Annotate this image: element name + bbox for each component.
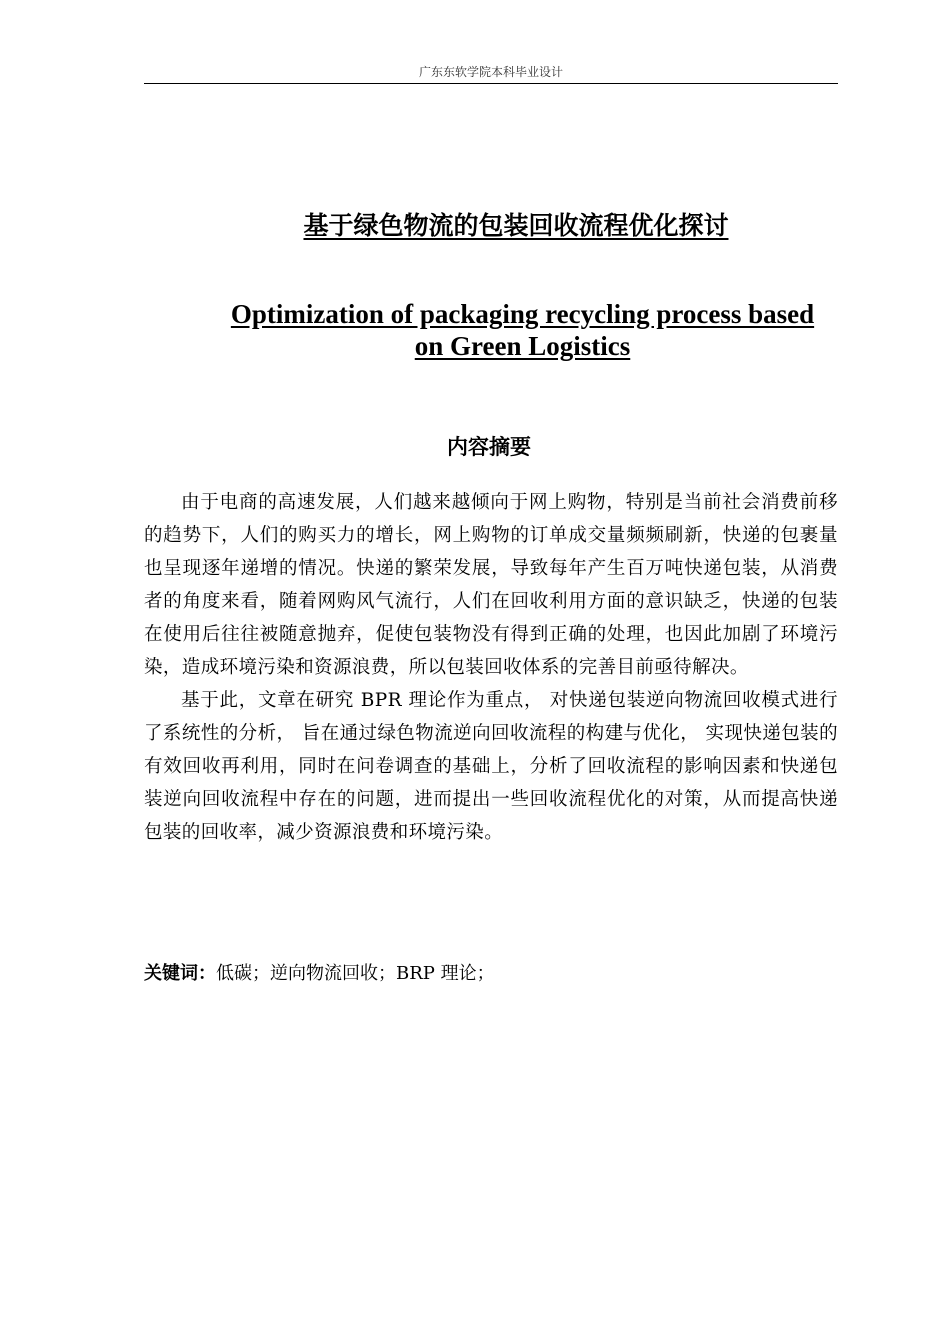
english-title-line-2: on Green Logistics [414,331,631,361]
english-title-line-1: Optimization of packaging recycling process based [230,299,815,329]
running-header: 广东东软学院本科毕业设计 [418,65,563,79]
abstract-paragraph-1: 由于电商的高速发展，人们越来越倾向于网上购物，特别是当前社会消费前移的趋势下，人们的购买力的增长，网上购物的订单成交量频频刷新，快递的包裹量也呈现逐年递增的情况。快递的繁荣发展，导致每年产生百万吨快递包装，从消费者的角度来看，随着网购风气流行，人们在回收利用方面的意识缺乏，快递的包装在使用后往往被随意抛弃，促使包装物没有得到正确的处理，也因此加剧了环境污染，造成环境污染和资源浪费，所以包装回收体系的完善目前亟待解决。 [144,492,838,678]
keywords-value: 低碳；逆向物流回收；BRP 理论； [216,963,495,984]
abstract-paragraph-2: 基于此，文章在研究 BPR 理论作为重点， 对快递包装逆向物流回收模式进行了系统性的分析， 旨在通过绿色物流逆向回收流程的构建与优化， 实现快递包装的有效回收再利用，同时在问卷调查的基础上，分析了回收流程的影响因素和快递包装逆向回收流程中存在的问题，进而提出一些回收流程优化的对策，从而提高快递包装的回收率，减少资源浪费和环境污染。 [144,690,838,843]
keywords-label: 关键词： [144,963,216,984]
chinese-title: 基于绿色物流的包装回收流程优化探讨 [303,211,729,240]
header-rule [144,83,838,84]
abstract-heading [144,432,838,462]
abstract-heading-text: 内容摘要 [447,435,531,459]
abstract-body [144,486,838,849]
keywords-line [144,957,838,990]
english-title [150,298,895,362]
